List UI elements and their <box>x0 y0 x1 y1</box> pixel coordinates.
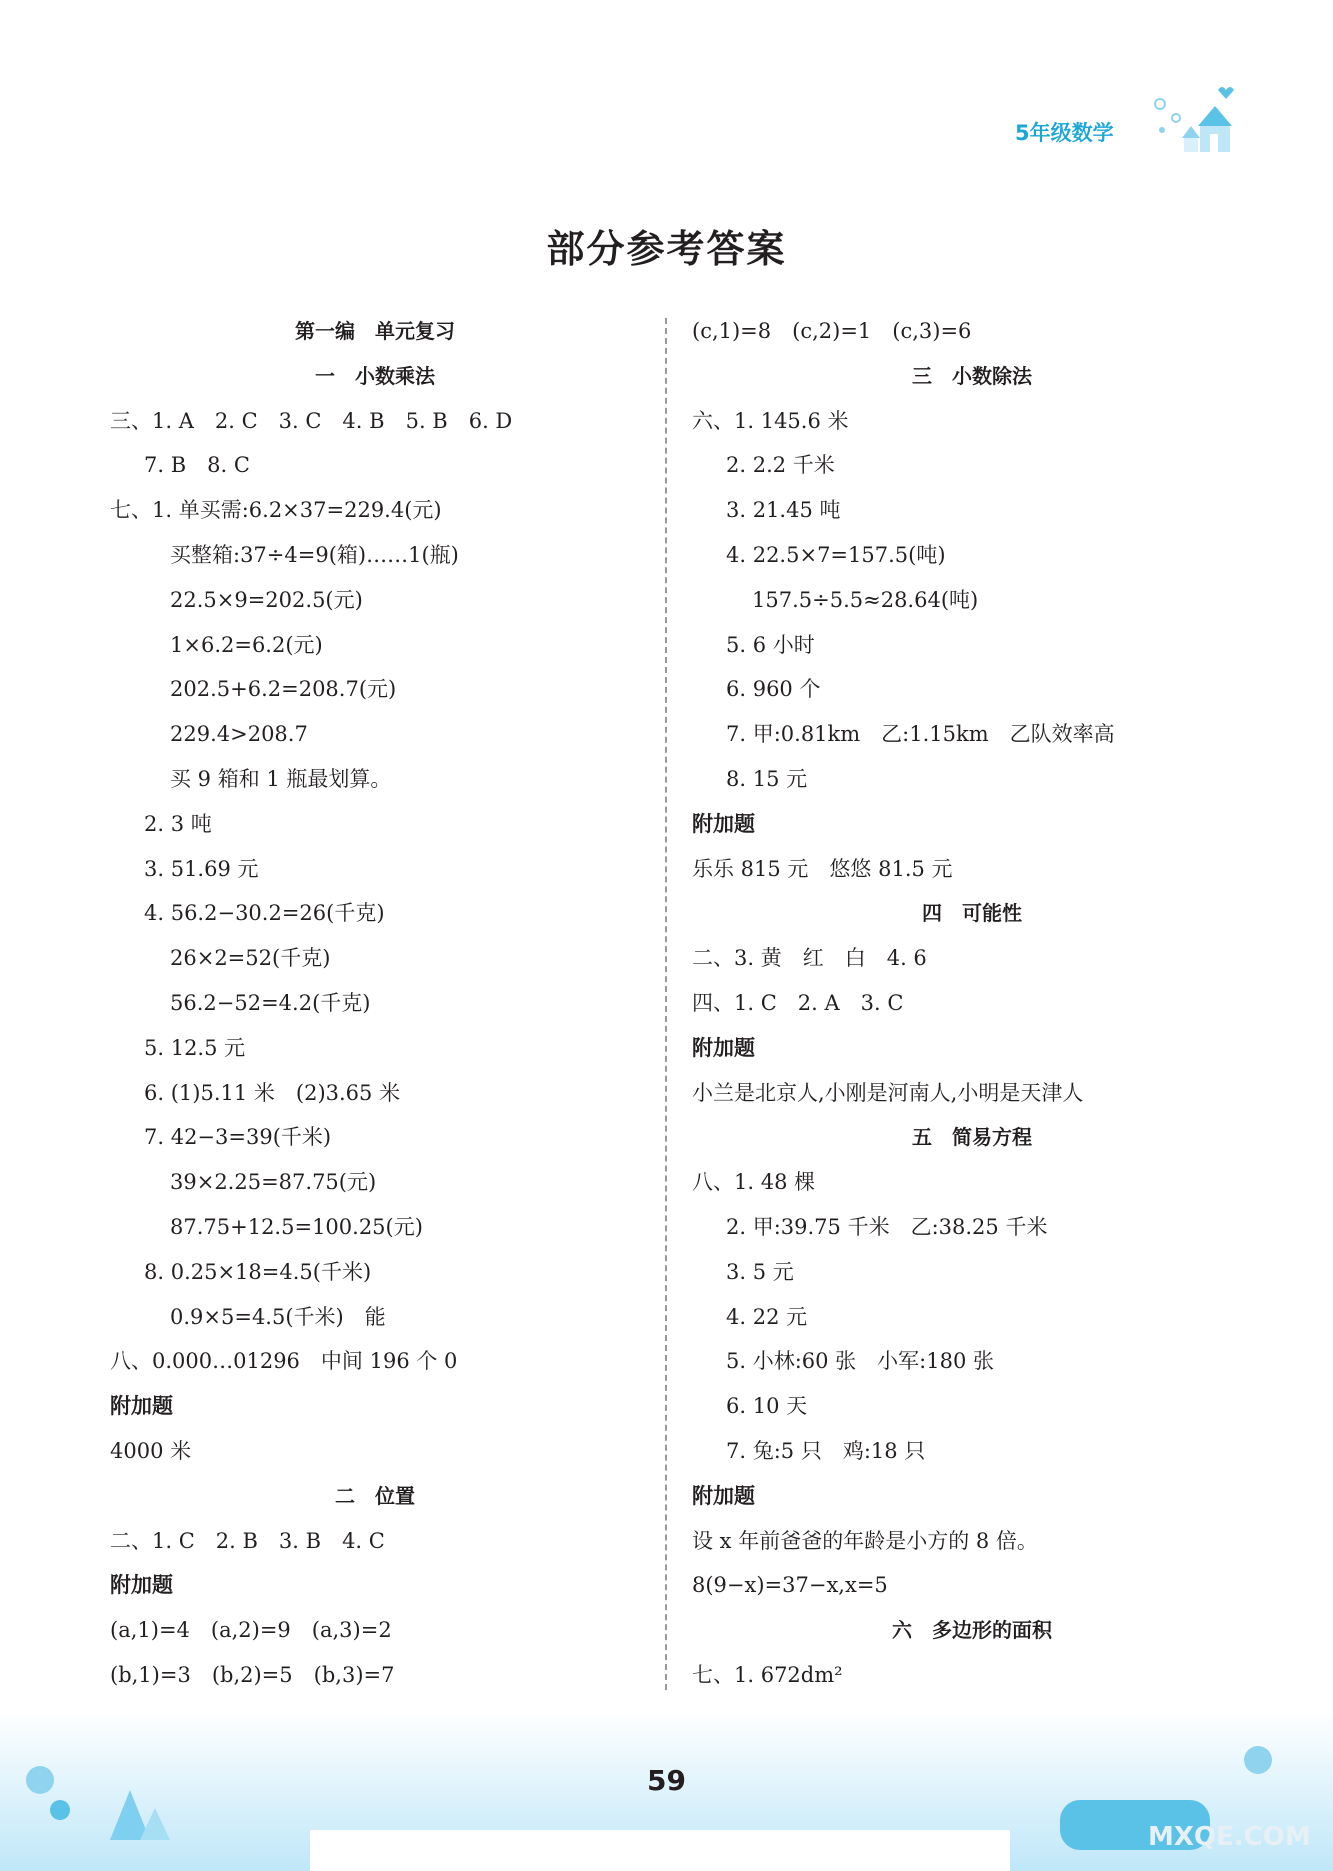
bonus-heading: 附加题 <box>692 1034 755 1060</box>
section-heading: 二 位置 <box>335 1483 415 1508</box>
bonus-heading: 附加题 <box>692 810 755 836</box>
answer-line: 22.5×9=202.5(元) <box>170 587 363 612</box>
answer-line: 小兰是北京人,小刚是河南人,小明是天津人 <box>692 1080 1084 1105</box>
answer-line: 202.5+6.2=208.7(元) <box>170 677 397 702</box>
answer-line: 六、1. 145.6 米 <box>692 408 849 433</box>
answer-line: 7. B 8. C <box>144 453 250 478</box>
answer-line: 2. 3 吨 <box>144 811 212 836</box>
answer-line: (b,1)=3 (b,2)=5 (b,3)=7 <box>110 1662 395 1687</box>
answer-line: 8. 15 元 <box>726 766 808 791</box>
answer-line: 7. 兔:5 只 鸡:18 只 <box>726 1438 926 1463</box>
answer-line: 2. 2.2 千米 <box>726 453 835 478</box>
column-divider <box>665 318 667 1690</box>
section-heading: 一 小数乘法 <box>315 363 435 388</box>
answer-line: 8(9−x)=37−x,x=5 <box>692 1573 888 1598</box>
section-heading: 第一编 单元复习 <box>295 319 455 343</box>
answer-line: 3. 51.69 元 <box>144 856 259 881</box>
answer-line: 4. 22 元 <box>726 1304 808 1329</box>
bonus-heading: 附加题 <box>692 1482 755 1508</box>
answer-line: 229.4>208.7 <box>170 722 308 747</box>
answer-line: 三、1. A 2. C 3. C 4. B 5. B 6. D <box>110 408 513 433</box>
answer-line: 5. 6 小时 <box>726 632 815 657</box>
answer-line: 4. 56.2−30.2=26(千克) <box>144 901 385 926</box>
answer-line: 5. 12.5 元 <box>144 1035 246 1060</box>
answer-line: 6. 960 个 <box>726 677 821 702</box>
house-decoration-icon <box>1148 82 1238 154</box>
answer-line: 八、1. 48 棵 <box>692 1170 816 1195</box>
answer-line: 87.75+12.5=100.25(元) <box>170 1214 423 1239</box>
answer-line: 2. 甲:39.75 千米 乙:38.25 千米 <box>726 1214 1048 1239</box>
answer-line: 4. 22.5×7=157.5(吨) <box>726 542 946 567</box>
answer-line: 39×2.25=87.75(元) <box>170 1170 377 1195</box>
bonus-heading: 附加题 <box>110 1393 173 1419</box>
answer-line: (c,1)=8 (c,2)=1 (c,3)=6 <box>692 319 972 343</box>
section-heading: 六 多边形的面积 <box>892 1618 1052 1643</box>
section-heading: 四 可能性 <box>922 901 1022 926</box>
answer-line: 6. (1)5.11 米 (2)3.65 米 <box>144 1080 401 1105</box>
answer-line: 七、1. 单买需:6.2×37=229.4(元) <box>110 498 442 523</box>
answer-line: 买整箱:37÷4=9(箱)……1(瓶) <box>170 542 459 567</box>
left-answer-column <box>110 309 640 1698</box>
answer-line: 7. 42−3=39(千米) <box>144 1125 332 1150</box>
answer-line: 6. 10 天 <box>726 1394 808 1419</box>
answer-line: 4000 米 <box>110 1438 192 1463</box>
answer-line: (a,1)=4 (a,2)=9 (a,3)=2 <box>110 1618 392 1643</box>
section-heading: 三 小数除法 <box>912 363 1032 388</box>
answer-line: 七、1. 672dm² <box>692 1662 843 1687</box>
answer-line: 8. 0.25×18=4.5(千米) <box>144 1259 372 1284</box>
section-heading: 五 简易方程 <box>912 1125 1032 1150</box>
watermark: MXQE.COM <box>1148 1822 1311 1852</box>
answer-line: 1×6.2=6.2(元) <box>170 632 323 657</box>
answer-line: 设 x 年前爸爸的年龄是小方的 8 倍。 <box>692 1528 1038 1553</box>
page-number: 59 <box>647 1764 686 1797</box>
page-title: 部分参考答案 <box>546 227 787 271</box>
answer-line: 3. 21.45 吨 <box>726 498 841 523</box>
header-subject-label: 5年级数学 <box>1015 121 1114 145</box>
answer-line: 0.9×5=4.5(千米) 能 <box>170 1304 386 1329</box>
answer-line: 56.2−52=4.2(千克) <box>170 990 371 1015</box>
bonus-heading: 附加题 <box>110 1572 173 1598</box>
answer-line: 二、3. 黄 红 白 4. 6 <box>692 946 927 971</box>
answer-line: 乐乐 815 元 悠悠 81.5 元 <box>692 856 953 881</box>
answer-line: 5. 小林:60 张 小军:180 张 <box>726 1349 995 1374</box>
answer-line: 26×2=52(千克) <box>170 946 331 971</box>
right-answer-column <box>692 309 1252 1698</box>
answer-line: 八、0.000…01296 中间 196 个 0 <box>110 1349 458 1374</box>
answer-line: 157.5÷5.5≈28.64(吨) <box>752 587 979 612</box>
answer-line: 7. 甲:0.81km 乙:1.15km 乙队效率高 <box>726 722 1115 747</box>
answer-line: 二、1. C 2. B 3. B 4. C <box>110 1528 385 1553</box>
answer-line: 3. 5 元 <box>726 1259 794 1284</box>
answer-line: 买 9 箱和 1 瓶最划算。 <box>170 766 392 791</box>
answer-line: 四、1. C 2. A 3. C <box>692 990 904 1015</box>
